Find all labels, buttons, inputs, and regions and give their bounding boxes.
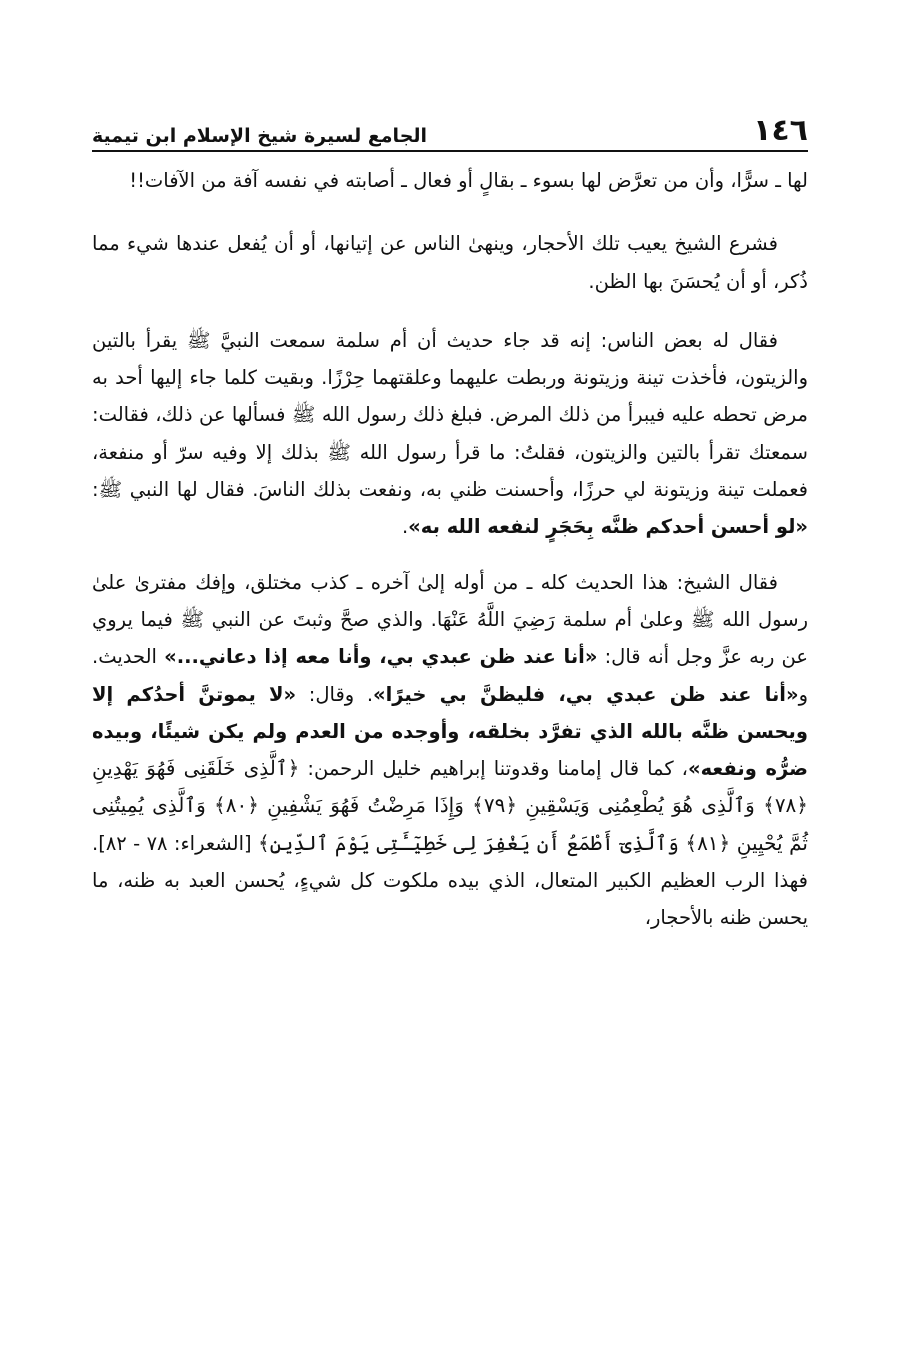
paragraph-4-text-a: فقال الشيخ: هذا الحديث كله ـ من أوله إلىٰ آخره ـ كذب مختلق، وإفك مفترىٰ علىٰ رسول الله ﷺ وعلىٰ أم سلمة رَضِيَ اللَّهُ عَنْهَا. والذي صحَّ وثبتَ عن النبي ﷺ فيما يروي عن ربه عزَّ وجل أنه قال: bbox=[92, 570, 809, 669]
paragraph-3 bbox=[92, 322, 808, 546]
hadith-quote: «لو أحسن أحدكم ظنَّه بِحَجَرٍ لنفعه الله به» bbox=[408, 515, 808, 539]
quran-verse: ﴿ٱلَّذِى خَلَقَنِى فَهُوَ يَهْدِينِ ﴿٧٨﴾ وَٱلَّذِى هُوَ يُطْعِمُنِى وَيَسْقِينِ ﴿٧٩﴾ وَإِذَا مَرِضْتُ فَهُوَ يَشْفِينِ ﴿٨٠﴾ وَٱلَّذِى يُمِيتُنِى ثُمَّ يُحْيِينِ ﴿٨١﴾ وَٱلَّذِىٓ أَطْمَعُ أَن يَغْفِرَ لِى خَطِيٓـَٔتِى يَوْمَ ٱلدِّينِ﴾ bbox=[92, 756, 809, 855]
quran-citation: [الشعراء: ٧٨ - ٨٢] bbox=[98, 831, 258, 855]
paragraph-4 bbox=[92, 564, 808, 937]
running-title: الجامع لسيرة شيخ الإسلام ابن تيمية bbox=[92, 125, 428, 147]
page-body bbox=[92, 162, 808, 937]
paragraph-2: فشرع الشيخ يعيب تلك الأحجار، وينهىٰ الناس عن إتيانها، أو أن يُفعل عندها شيء مما ذُكر، أو أن يُحسَنَ بها الظن. bbox=[92, 232, 808, 293]
hadith-quote-3: «لا يموتنَّ أحدُكم إلا ويحسن ظنَّه بالله الذي تفرَّد بخلقه، وأوجده من العدم ولم يكن شيئًا، وبيده ضرُّه ونفعه» bbox=[92, 682, 809, 781]
paragraph-4-text-b: الحديث. و bbox=[92, 645, 808, 706]
paragraph-3-text: فقال له بعض الناس: إنه قد جاء حديث أن أم سلمة سمعت النبيَّ ﷺ يقرأ بالتين والزيتون، فأخذت تينة وزيتونة وربطت عليهما وعلقتهما حِرْزًا. وبقيت كلما جاء إليها أحد به مرض تحطه عليه فيبرأ من ذلك المرض. فبلغ ذلك رسول الله ﷺ فسألها عن ذلك، فقالت: سمعتك تقرأ بالتين والزيتون، فقلتُ: ما قرأ رسول الله ﷺ بذلك إلا وفيه سرّ أو منفعة، فعملت تينة وزيتونة لي حرزًا، وأحسنت ظني به، ونفعت بذلك الناسَ. فقال لها النبي ﷺ: bbox=[92, 328, 808, 502]
paragraph-3-end: . bbox=[401, 515, 409, 539]
paragraph-4-text-e: . فهذا الرب العظيم الكبير المتعال، الذي بيده ملكوت كل شيءٍ، يُحسن العبد به ظنه، ما يحسن ظنه بالأحجار، bbox=[92, 831, 808, 930]
hadith-quote-2: «أنا عند ظن عبدي بي، فليظنَّ بي خيرًا» bbox=[373, 682, 799, 706]
book-page bbox=[92, 108, 808, 1326]
paragraph-1: لها ـ سرًّا، وأن من تعرَّض لها بسوء ـ بقالٍ أو فعال ـ أصابته في نفسه آفة من الآفات!! bbox=[129, 169, 808, 192]
hadith-quote-1: «أنا عند ظن عبدي بي، وأنا معه إذا دعاني...» bbox=[164, 645, 598, 669]
paragraph-4-text-d: ، كما قال إمامنا وقدوتنا إبراهيم خليل الرحمن: bbox=[299, 757, 688, 781]
paragraph-4-text-c: . وقال: bbox=[296, 682, 374, 706]
page-number: ١٤٦ bbox=[753, 113, 808, 148]
page-header bbox=[92, 108, 808, 152]
